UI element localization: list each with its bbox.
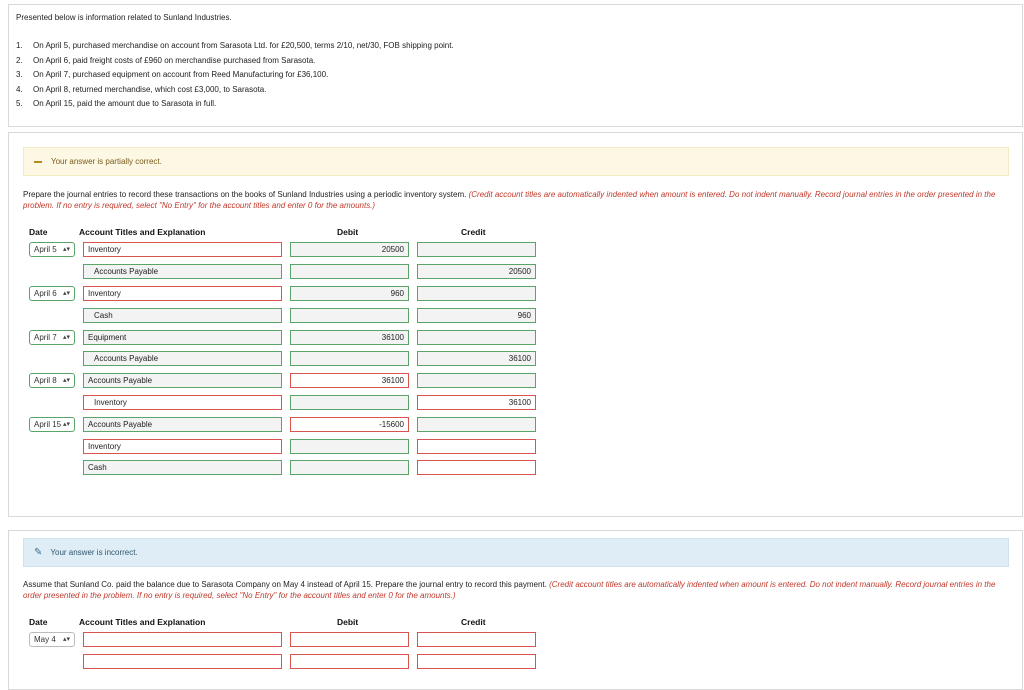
account-input[interactable]: Inventory [83,395,282,410]
instruction-note: (Credit account titles are automatically indented when amount is entered. Do not indent manually. Record journal entries in the order presented in the problem. If no entry is required, select "No Entry" for the account titles and enter 0 for the amounts.) [23,580,996,600]
account-input[interactable] [83,654,282,669]
list-item: 3. On April 7, purchased equipment on account from Reed Manufacturing for £36,100. [16,70,329,79]
header-date: Date [29,227,48,237]
credit-input[interactable]: 960 [417,308,536,323]
credit-input[interactable]: 20500 [417,264,536,279]
debit-input[interactable] [290,395,409,410]
account-input[interactable]: Cash [83,460,282,475]
up-down-arrow-icon: ▴▾ [62,290,70,297]
list-item: 5. On April 15, paid the amount due to Sarasota in full. [16,99,217,108]
up-down-arrow-icon: ▴▾ [62,246,70,253]
credit-input[interactable] [417,439,536,454]
credit-input[interactable] [417,286,536,301]
account-input[interactable]: Inventory [83,439,282,454]
debit-input[interactable] [290,308,409,323]
account-input[interactable]: Accounts Payable [83,264,282,279]
debit-input[interactable] [290,654,409,669]
account-input[interactable]: Inventory [83,286,282,301]
partial-correct-banner [23,147,1009,176]
debit-input[interactable]: 960 [290,286,409,301]
list-item: 4. On April 8, returned merchandise, which cost £3,000, to Sarasota. [16,84,267,94]
instruction-note: (Credit account titles are automatically indented when amount is entered. Do not indent manually. Record journal entries in the order presented in the problem. If no entry is required, select "No Entry" for the account titles and enter 0 for the amounts.) [23,190,996,210]
up-down-arrow-icon: ▴▾ [62,377,70,384]
header-debit: Debit [337,617,359,627]
header-credit: Credit [461,227,486,237]
problem-panel [8,4,1023,127]
debit-input[interactable]: 36100 [290,330,409,345]
header-account: Account Titles and Explanation [79,227,206,237]
instruction-text: Assume that Sunland Co. paid the balance due to Sarasota Company on May 4 instead of April 15. Prepare the journal entry to record this payment. (Credit account titles are automatically indented when amount is entered. Do not indent manually. Record journal entries in the order presented in the problem. If no entry is required, select "No Entry" for the account titles and enter 0 for the amounts.) [23,580,996,600]
credit-input[interactable] [417,242,536,257]
date-select[interactable]: April 8 ▴▾ [29,373,75,388]
header-date: Date [29,617,48,627]
date-select[interactable]: April 6 ▴▾ [29,286,75,301]
debit-input[interactable] [290,351,409,366]
credit-input[interactable] [417,654,536,669]
list-item: 1. On April 5, purchased merchandise on account from Sarasota Ltd. for £20,500, terms 2/10, net/30, FOB shipping point. [16,41,454,50]
header-debit: Debit [337,227,359,237]
list-item: 2. On April 6, paid freight costs of £960 on merchandise purchased from Sarasota. [16,55,316,65]
part2-panel [8,530,1023,690]
transaction-list [16,39,454,112]
up-down-arrow-icon: ▴▾ [62,421,70,428]
credit-input[interactable]: 36100 [417,351,536,366]
account-input[interactable]: Accounts Payable [83,351,282,366]
debit-input[interactable] [290,460,409,475]
pencil-icon: ✎ [34,547,43,558]
account-input[interactable]: Cash [83,308,282,323]
header-account: Account Titles and Explanation [79,617,206,627]
debit-input[interactable] [290,632,409,647]
debit-input[interactable]: 36100 [290,373,409,388]
account-input[interactable]: Inventory [83,242,282,257]
part1-panel [8,132,1023,517]
credit-input[interactable] [417,460,536,475]
minus-icon [34,161,42,163]
credit-input[interactable]: 36100 [417,395,536,410]
status-text: Your answer is partially correct. [51,157,162,166]
up-down-arrow-icon: ▴▾ [62,636,70,643]
up-down-arrow-icon: ▴▾ [62,334,70,341]
credit-input[interactable] [417,330,536,345]
date-select[interactable]: April 15 ▴▾ [29,417,75,432]
credit-input[interactable] [417,417,536,432]
debit-input[interactable]: 20500 [290,242,409,257]
header-credit: Credit [461,617,486,627]
problem-intro: Presented below is information related to Sunland Industries. [16,13,232,22]
instruction-text: Prepare the journal entries to record these transactions on the books of Sunland Industries using a periodic inventory system. (Credit account titles are automatically indented when amount is entered. Do not indent manually. Record journal entries in the order presented in the problem. If no entry is required, select "No Entry" for the account titles and enter 0 for the amounts.) [23,190,996,210]
status-text: Your answer is incorrect. [50,548,138,557]
date-select[interactable]: April 7 ▴▾ [29,330,75,345]
account-input[interactable] [83,632,282,647]
account-input[interactable]: Accounts Payable [83,373,282,388]
account-input[interactable]: Accounts Payable [83,417,282,432]
debit-input[interactable] [290,264,409,279]
incorrect-banner [23,538,1009,567]
credit-input[interactable] [417,632,536,647]
debit-input[interactable] [290,439,409,454]
date-select[interactable]: May 4 ▴▾ [29,632,75,647]
credit-input[interactable] [417,373,536,388]
account-input[interactable]: Equipment [83,330,282,345]
date-select[interactable]: April 5 ▴▾ [29,242,75,257]
debit-input[interactable]: -15600 [290,417,409,432]
